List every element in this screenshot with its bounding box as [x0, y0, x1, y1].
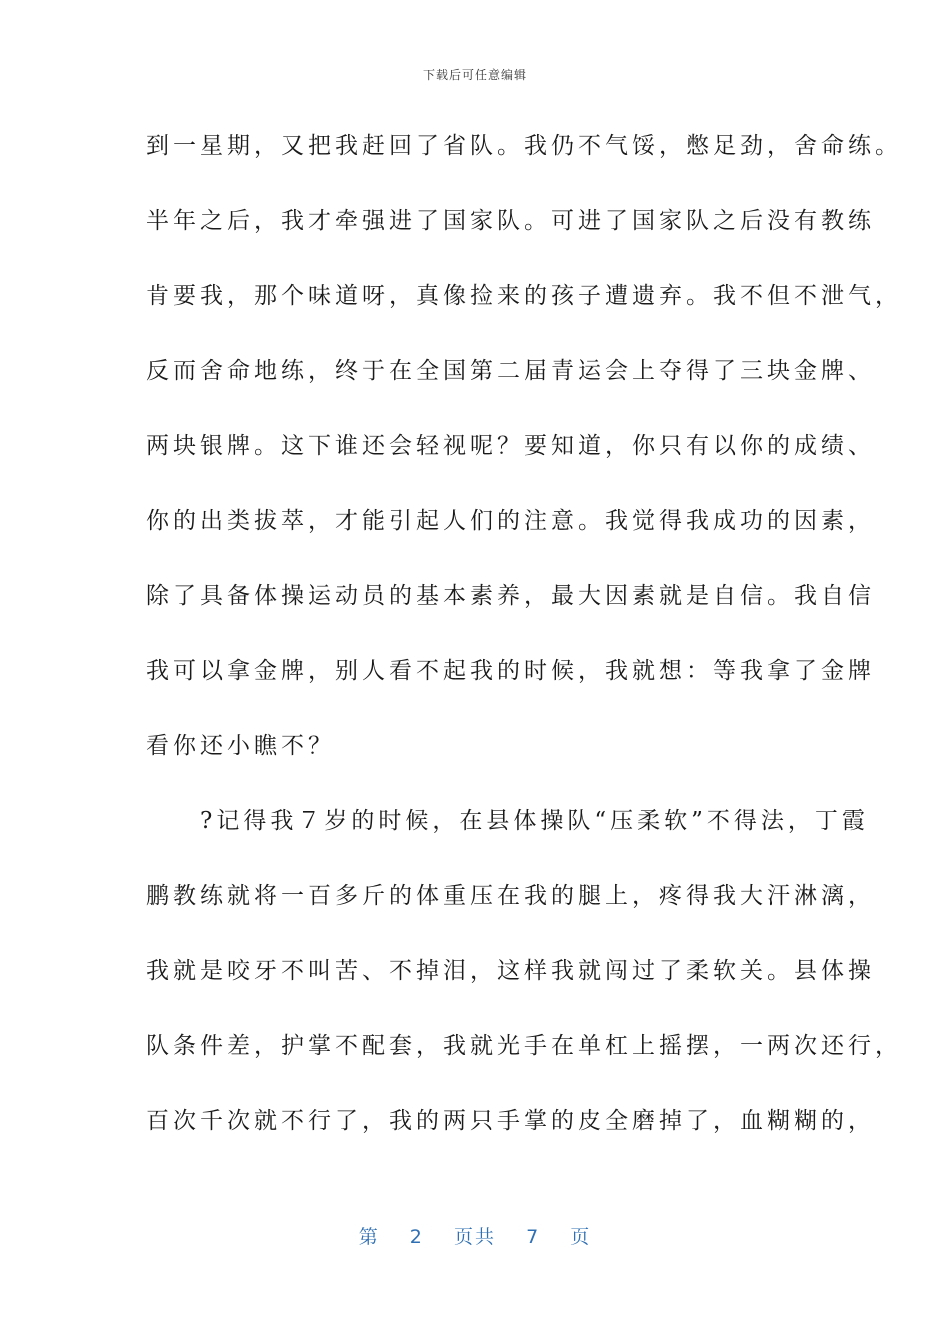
text-line: 半年之后，我才牵强进了国家队。可进了国家队之后没有教练: [146, 208, 875, 234]
text-line: 我就是咬牙不叫苦、不掉泪，这样我就闯过了柔软关。县体操: [146, 958, 875, 984]
total-page-number: 7: [526, 1226, 541, 1248]
text-line: ?记得我７岁的时候，在县体操队“压柔软”不得法，丁霞: [146, 808, 869, 834]
document-body: [146, 128, 902, 1178]
text-line: 队条件差，护掌不配套，我就光手在单杠上摇摆，一两次还行，: [146, 1033, 902, 1059]
text-line: 你的出类拔萃，才能引起人们的注意。我觉得我成功的因素，: [146, 508, 875, 534]
footer-prefix: 第: [358, 1226, 380, 1248]
page-header: 下载后可任意编辑: [422, 68, 527, 82]
footer-suffix: 页: [570, 1226, 592, 1248]
text-line: 反而舍命地练，终于在全国第二届青运会上夺得了三块金牌、: [146, 358, 875, 384]
current-page-number: 2: [409, 1226, 424, 1248]
footer-middle: 页共: [453, 1226, 496, 1248]
page-number-footer: [0, 1222, 950, 1249]
text-line: 到一星期，又把我赶回了省队。我仍不气馁，憋足劲，舍命练。: [146, 133, 902, 159]
text-line: 肯要我，那个味道呀，真像捡来的孩子遭遗弃。我不但不泄气，: [146, 283, 902, 309]
text-line: 百次千次就不行了，我的两只手掌的皮全磨掉了，血糊糊的，: [146, 1108, 875, 1134]
text-line: 鹏教练就将一百多斤的体重压在我的腿上，疼得我大汗淋漓，: [146, 883, 875, 909]
text-line: 我可以拿金牌，别人看不起我的时候，我就想：等我拿了金牌: [146, 658, 875, 684]
text-line: 看你还小瞧不？: [146, 733, 335, 759]
text-line: 除了具备体操运动员的基本素养，最大因素就是自信。我自信: [146, 583, 875, 609]
text-line: 两块银牌。这下谁还会轻视呢？要知道，你只有以你的成绩、: [146, 433, 875, 459]
